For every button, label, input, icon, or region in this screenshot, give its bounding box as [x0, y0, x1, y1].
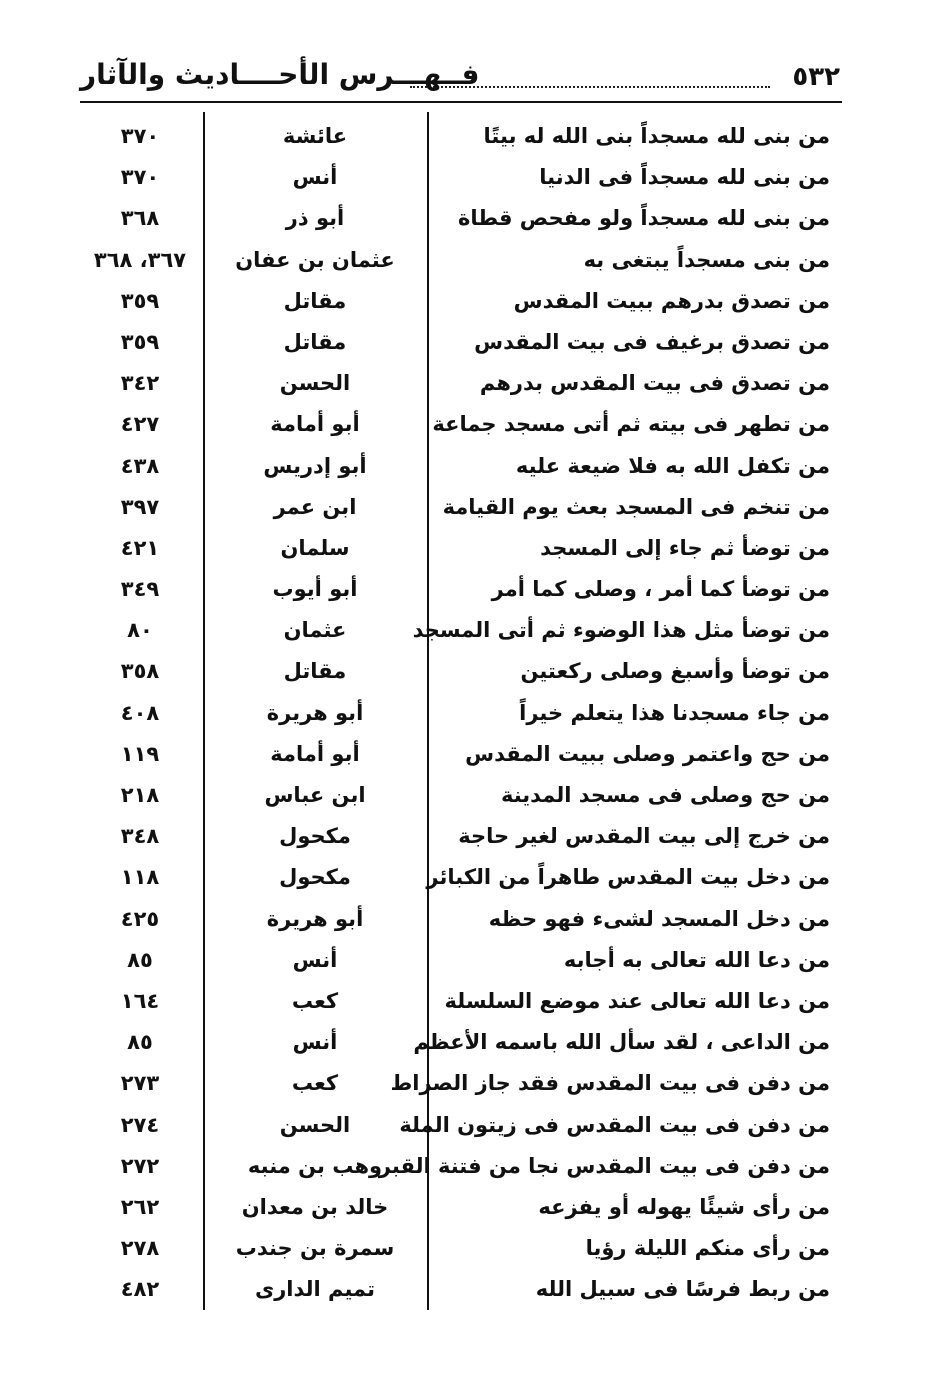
table-row	[80, 734, 840, 775]
index-table	[80, 116, 840, 1310]
hadith-text: من تصدق فى بيت المقدس بدرهم	[479, 371, 830, 396]
hadith-text: من دخل المسجد لشىء فهو حظه	[488, 906, 830, 931]
narrator: ابن عباس	[264, 783, 366, 807]
page-reference: ٢٧٨	[120, 1236, 160, 1261]
page-reference: ٣٥٩	[120, 288, 160, 313]
table-row	[80, 528, 840, 569]
hadith-text: من بنى لله مسجداً فى الدنيا	[539, 165, 830, 190]
narrator: عثمان	[283, 618, 347, 643]
page-reference: ٨٥	[127, 1030, 153, 1055]
page-reference: ١١٩	[120, 741, 160, 766]
page-reference: ٢١٨	[120, 783, 160, 807]
table-row	[80, 1228, 840, 1269]
hadith-text: من دعا الله تعالى به أجابه	[563, 947, 830, 972]
hadith-text: من ربط فرسًا فى سبيل الله	[535, 1277, 830, 1302]
narrator: أنس	[292, 947, 338, 972]
page-reference: ٣٤٨	[120, 824, 160, 849]
hadith-text: من توضأ وأسبغ وصلى ركعتين	[520, 659, 830, 684]
narrator: مكحول	[279, 824, 351, 849]
table-row	[80, 940, 840, 981]
table-row	[80, 693, 840, 734]
running-title: فــهـــرس الأحــــاديث والآثار	[80, 58, 480, 91]
table-row	[80, 1105, 840, 1146]
page-reference: ٤٢٧	[120, 412, 160, 437]
narrator: أنس	[292, 1030, 338, 1055]
hadith-text: من تصدق بدرهم ببيت المقدس	[513, 288, 830, 313]
page-reference: ١١٨	[120, 865, 160, 890]
page-reference: ٣٤٢	[120, 371, 160, 396]
page-reference: ٣٥٩	[120, 329, 160, 354]
page-reference: ٣٦٨	[120, 206, 160, 231]
hadith-text: من حج وصلى فى مسجد المدينة	[500, 783, 830, 807]
page-reference: ٤٨٢	[120, 1277, 160, 1302]
table-row	[80, 1063, 840, 1104]
narrator: عثمان بن عفان	[235, 247, 395, 272]
page-reference: ٤٠٨	[120, 700, 160, 725]
table-row	[80, 1269, 840, 1310]
table-row	[80, 899, 840, 940]
page-reference: ٣٩٧	[120, 494, 160, 519]
narrator: الحسن	[279, 1112, 351, 1137]
table-row	[80, 1187, 840, 1228]
page-reference: ٨٠	[127, 618, 153, 643]
narrator: أبو أمامة	[270, 741, 360, 766]
header-rule	[80, 101, 842, 103]
narrator: مقاتل	[283, 659, 347, 684]
narrator: أبو أيوب	[272, 577, 358, 602]
table-row	[80, 240, 840, 281]
page-reference: ٣٥٨	[120, 659, 160, 684]
hadith-text: من رأى شيئًا يهوله أو يفزعه	[538, 1194, 830, 1219]
table-row	[80, 157, 840, 198]
table-row	[80, 1022, 840, 1063]
table-row	[80, 1146, 840, 1187]
hadith-text: من دعا الله تعالى عند موضع السلسلة	[444, 988, 830, 1013]
table-row	[80, 281, 840, 322]
page-number: ٥٣٢	[792, 62, 840, 92]
narrator: أبو أمامة	[270, 412, 360, 437]
page-reference: ٢٧٤	[120, 1112, 160, 1137]
hadith-text: من دفن فى بيت المقدس فى زيتون الملة	[399, 1112, 830, 1137]
narrator: أبو هريرة	[266, 700, 364, 725]
narrator: أبو هريرة	[266, 906, 364, 931]
table-row	[80, 981, 840, 1022]
narrator: مكحول	[279, 865, 351, 890]
hadith-text: من خرج إلى بيت المقدس لغير حاجة	[458, 824, 830, 849]
table-row	[80, 116, 840, 157]
page-reference: ٣٧٠	[120, 124, 160, 148]
narrator: أنس	[292, 165, 338, 190]
page-reference: ٤٢١	[120, 535, 160, 560]
hadith-text: من بنى لله مسجداً ولو مفحص قطاة	[458, 206, 830, 231]
page-reference: ٢٧٢	[120, 1153, 160, 1178]
table-row	[80, 569, 840, 610]
page-reference: ٣٧٠	[120, 165, 160, 190]
narrator: الحسن	[279, 371, 351, 396]
table-row	[80, 198, 840, 239]
hadith-text: من توضأ ثم جاء إلى المسجد	[540, 535, 830, 560]
hadith-text: من تطهر فى بيته ثم أتى مسجد جماعة	[432, 412, 830, 437]
narrator: كعب	[291, 988, 339, 1013]
table-row	[80, 816, 840, 857]
narrator: خالد بن معدان	[241, 1194, 389, 1219]
hadith-text: من توضأ كما أمر ، وصلى كما أمر	[491, 577, 830, 602]
narrator: أبو ذر	[285, 206, 345, 231]
table-row	[80, 651, 840, 692]
table-row	[80, 857, 840, 898]
hadith-text: من دفن فى بيت المقدس فقد جاز الصراط	[390, 1071, 830, 1096]
table-row	[80, 775, 840, 816]
hadith-text: من بنى مسجداً يبتغى به	[583, 247, 830, 272]
table-row	[80, 322, 840, 363]
hadith-text: من جاء مسجدنا هذا يتعلم خيراً	[519, 700, 830, 725]
hadith-text: من تنخم فى المسجد بعث يوم القيامة	[442, 494, 830, 519]
narrator: عائشة	[282, 124, 348, 148]
page-header	[80, 58, 840, 98]
page-reference: ٤٢٥	[120, 906, 160, 931]
table-row	[80, 487, 840, 528]
hadith-text: من بنى لله مسجداً بنى الله له بيتًا	[483, 124, 830, 148]
table-row	[80, 404, 840, 445]
page-reference: ٢٦٢	[120, 1194, 160, 1219]
narrator: سمرة بن جندب	[235, 1236, 395, 1261]
hadith-text: من رأى منكم الليلة رؤيا	[585, 1236, 830, 1261]
page-reference: ٢٧٣	[120, 1071, 160, 1096]
page-reference: ٣٤٩	[120, 577, 160, 602]
narrator: مقاتل	[283, 329, 347, 354]
table-row	[80, 610, 840, 651]
hadith-text: من حج واعتمر وصلى ببيت المقدس	[465, 741, 830, 766]
narrator: سلمان	[280, 535, 350, 560]
hadith-text: من الداعى ، لقد سأل الله باسمه الأعظم	[413, 1030, 830, 1055]
narrator: وهب بن منبه	[247, 1153, 383, 1178]
hadith-text: من تكفل الله به فلا ضيعة عليه	[515, 453, 830, 478]
page-reference: ٤٣٨	[120, 453, 160, 478]
page-reference: ٣٦٧، ٣٦٨	[93, 247, 187, 272]
hadith-text: من توضأ مثل هذا الوضوء ثم أتى المسجد	[412, 618, 830, 643]
hadith-text: من دخل بيت المقدس طاهراً من الكبائر	[426, 865, 830, 890]
narrator: تميم الدارى	[254, 1277, 376, 1302]
hadith-text: من تصدق برغيف فى بيت المقدس	[474, 329, 830, 354]
narrator: مقاتل	[283, 288, 347, 313]
page-reference: ١٦٤	[120, 988, 160, 1013]
table-row	[80, 446, 840, 487]
page-reference: ٨٥	[127, 947, 153, 972]
narrator: أبو إدريس	[263, 453, 367, 478]
narrator: كعب	[291, 1071, 339, 1096]
narrator: ابن عمر	[273, 494, 357, 519]
hadith-text: من دفن فى بيت المقدس نجا من فتنة القبر	[378, 1153, 830, 1178]
table-row	[80, 363, 840, 404]
